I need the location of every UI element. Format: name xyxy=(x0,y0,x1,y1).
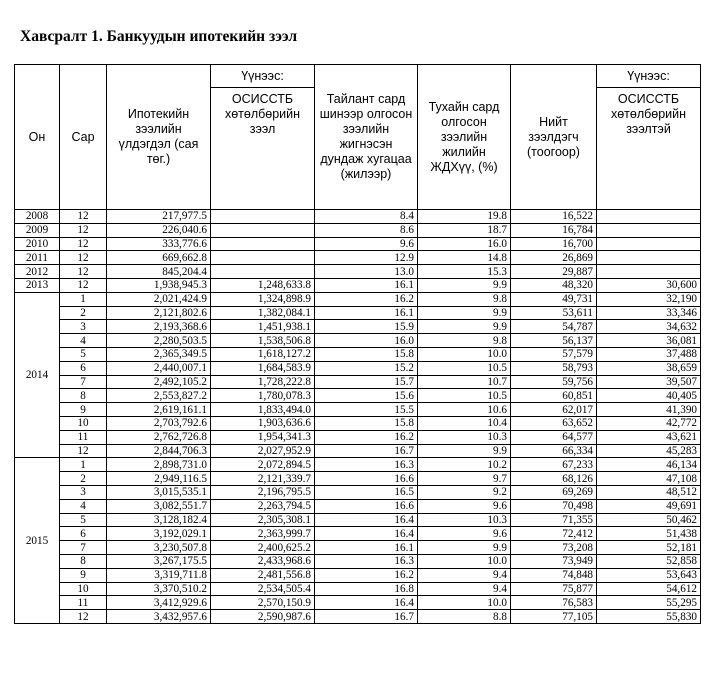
avg-rate-cell: 9.7 xyxy=(418,472,511,486)
borrowers-cell: 54,787 xyxy=(511,320,597,334)
avg-rate-cell: 16.0 xyxy=(418,237,511,251)
program-borrowers-cell: 32,190 xyxy=(597,292,701,306)
avg-rate-cell: 10.0 xyxy=(418,596,511,610)
program-loan-cell xyxy=(211,237,315,251)
avg-term-cell: 16.6 xyxy=(315,499,418,513)
year-cell: 2011 xyxy=(15,251,60,265)
avg-rate-cell: 9.9 xyxy=(418,320,511,334)
borrowers-cell: 59,756 xyxy=(511,375,597,389)
program-borrowers-cell: 39,507 xyxy=(597,375,701,389)
avg-term-cell: 16.1 xyxy=(315,278,418,292)
month-cell: 12 xyxy=(60,278,107,292)
balance-cell: 2,619,161.1 xyxy=(107,403,211,417)
avg-term-cell: 8.6 xyxy=(315,223,418,237)
program-borrowers-cell xyxy=(597,237,701,251)
program-loan-cell: 1,684,583.9 xyxy=(211,361,315,375)
avg-rate-cell: 9.6 xyxy=(418,499,511,513)
balance-cell: 333,776.6 xyxy=(107,237,211,251)
program-borrowers-cell xyxy=(597,251,701,265)
table-row xyxy=(15,554,701,568)
avg-term-cell: 15.8 xyxy=(315,347,418,361)
program-loan-cell: 1,248,633.8 xyxy=(211,278,315,292)
table-row xyxy=(15,223,701,237)
table-header xyxy=(15,65,701,210)
avg-rate-cell: 10.5 xyxy=(418,361,511,375)
program-borrowers-cell: 54,612 xyxy=(597,582,701,596)
balance-cell: 845,204.4 xyxy=(107,265,211,279)
borrowers-cell: 26,869 xyxy=(511,251,597,265)
avg-term-cell: 12.9 xyxy=(315,251,418,265)
borrowers-cell: 48,320 xyxy=(511,278,597,292)
borrowers-cell: 16,784 xyxy=(511,223,597,237)
avg-rate-cell: 9.8 xyxy=(418,334,511,348)
avg-term-cell: 16.2 xyxy=(315,568,418,582)
header-program-loan: ОСИССТБ хөтөлбөрийн зээл xyxy=(211,88,315,210)
borrowers-cell: 72,412 xyxy=(511,527,597,541)
table-body xyxy=(15,210,701,624)
program-borrowers-cell xyxy=(597,223,701,237)
balance-cell: 2,703,792.6 xyxy=(107,416,211,430)
borrowers-cell: 60,851 xyxy=(511,389,597,403)
avg-rate-cell: 19.8 xyxy=(418,210,511,224)
avg-term-cell: 16.6 xyxy=(315,472,418,486)
avg-term-cell: 13.0 xyxy=(315,265,418,279)
borrowers-cell: 69,269 xyxy=(511,485,597,499)
month-cell: 8 xyxy=(60,554,107,568)
program-borrowers-cell: 52,181 xyxy=(597,541,701,555)
program-borrowers-cell: 55,295 xyxy=(597,596,701,610)
table-row xyxy=(15,251,701,265)
avg-rate-cell: 9.9 xyxy=(418,278,511,292)
header-of-which-1: Үүнээс: xyxy=(211,65,315,88)
balance-cell: 3,267,175.5 xyxy=(107,554,211,568)
program-borrowers-cell: 47,108 xyxy=(597,472,701,486)
table-row xyxy=(15,347,701,361)
balance-cell: 2,121,802.6 xyxy=(107,306,211,320)
table-row xyxy=(15,444,701,458)
month-cell: 7 xyxy=(60,541,107,555)
avg-term-cell: 15.9 xyxy=(315,320,418,334)
table-row xyxy=(15,541,701,555)
program-borrowers-cell: 50,462 xyxy=(597,513,701,527)
balance-cell: 2,844,706.3 xyxy=(107,444,211,458)
table-row xyxy=(15,306,701,320)
header-program-borrowers: ОСИССТБ хөтөлбөрийн зээлтэй xyxy=(597,88,701,210)
table-row xyxy=(15,292,701,306)
program-loan-cell: 2,570,150.9 xyxy=(211,596,315,610)
avg-rate-cell: 9.2 xyxy=(418,485,511,499)
table-row xyxy=(15,596,701,610)
balance-cell: 217,977.5 xyxy=(107,210,211,224)
program-loan-cell: 2,196,795.5 xyxy=(211,485,315,499)
borrowers-cell: 56,137 xyxy=(511,334,597,348)
year-cell: 2010 xyxy=(15,237,60,251)
avg-rate-cell: 15.3 xyxy=(418,265,511,279)
program-loan-cell: 2,305,308.1 xyxy=(211,513,315,527)
table-row xyxy=(15,320,701,334)
month-cell: 12 xyxy=(60,210,107,224)
avg-term-cell: 15.2 xyxy=(315,361,418,375)
avg-rate-cell: 10.0 xyxy=(418,554,511,568)
balance-cell: 2,553,827.2 xyxy=(107,389,211,403)
program-borrowers-cell: 37,488 xyxy=(597,347,701,361)
avg-term-cell: 16.3 xyxy=(315,458,418,472)
month-cell: 5 xyxy=(60,347,107,361)
month-cell: 3 xyxy=(60,320,107,334)
avg-term-cell: 16.2 xyxy=(315,430,418,444)
month-cell: 4 xyxy=(60,334,107,348)
program-borrowers-cell: 41,390 xyxy=(597,403,701,417)
borrowers-cell: 67,233 xyxy=(511,458,597,472)
month-cell: 11 xyxy=(60,596,107,610)
borrowers-cell: 76,583 xyxy=(511,596,597,610)
table-row xyxy=(15,403,701,417)
avg-term-cell: 16.7 xyxy=(315,610,418,624)
table-row xyxy=(15,210,701,224)
program-loan-cell xyxy=(211,210,315,224)
table-row xyxy=(15,485,701,499)
borrowers-cell: 29,887 xyxy=(511,265,597,279)
program-loan-cell: 2,400,625.2 xyxy=(211,541,315,555)
balance-cell: 669,662.8 xyxy=(107,251,211,265)
month-cell: 1 xyxy=(60,458,107,472)
borrowers-cell: 63,652 xyxy=(511,416,597,430)
borrowers-cell: 53,611 xyxy=(511,306,597,320)
table-row xyxy=(15,527,701,541)
balance-cell: 2,949,116.5 xyxy=(107,472,211,486)
table-row xyxy=(15,513,701,527)
year-cell: 2009 xyxy=(15,223,60,237)
program-borrowers-cell: 55,830 xyxy=(597,610,701,624)
avg-term-cell: 15.5 xyxy=(315,403,418,417)
program-loan-cell: 1,618,127.2 xyxy=(211,347,315,361)
program-borrowers-cell: 33,346 xyxy=(597,306,701,320)
avg-rate-cell: 10.4 xyxy=(418,416,511,430)
program-loan-cell xyxy=(211,265,315,279)
program-borrowers-cell: 49,691 xyxy=(597,499,701,513)
balance-cell: 2,280,503.5 xyxy=(107,334,211,348)
program-loan-cell: 2,433,968.6 xyxy=(211,554,315,568)
table-row xyxy=(15,472,701,486)
table-row xyxy=(15,265,701,279)
avg-rate-cell: 9.6 xyxy=(418,527,511,541)
month-cell: 12 xyxy=(60,237,107,251)
month-cell: 12 xyxy=(60,610,107,624)
header-year: Он xyxy=(15,65,60,210)
program-borrowers-cell: 34,632 xyxy=(597,320,701,334)
balance-cell: 3,432,957.6 xyxy=(107,610,211,624)
borrowers-cell: 77,105 xyxy=(511,610,597,624)
header-month: Сар xyxy=(60,65,107,210)
avg-rate-cell: 9.9 xyxy=(418,444,511,458)
month-cell: 12 xyxy=(60,223,107,237)
program-loan-cell: 1,451,938.1 xyxy=(211,320,315,334)
table-row xyxy=(15,416,701,430)
avg-rate-cell: 10.6 xyxy=(418,403,511,417)
balance-cell: 2,898,731.0 xyxy=(107,458,211,472)
balance-cell: 226,040.6 xyxy=(107,223,211,237)
program-borrowers-cell: 36,081 xyxy=(597,334,701,348)
year-group-cell: 2014 xyxy=(15,292,60,458)
balance-cell: 2,492,105.2 xyxy=(107,375,211,389)
month-cell: 6 xyxy=(60,361,107,375)
program-loan-cell: 1,538,506.8 xyxy=(211,334,315,348)
month-cell: 10 xyxy=(60,582,107,596)
balance-cell: 3,192,029.1 xyxy=(107,527,211,541)
program-borrowers-cell: 51,438 xyxy=(597,527,701,541)
header-avg-rate: Тухайн сард олгосон зээлийн жилийн ЖДХүү, (%) xyxy=(418,65,511,210)
table-row xyxy=(15,430,701,444)
balance-cell: 2,193,368.6 xyxy=(107,320,211,334)
table-row xyxy=(15,610,701,624)
header-borrowers: Нийт зээлдэгч (тоогоор) xyxy=(511,65,597,210)
table-row xyxy=(15,237,701,251)
program-loan-cell: 1,382,084.1 xyxy=(211,306,315,320)
borrowers-cell: 57,579 xyxy=(511,347,597,361)
month-cell: 12 xyxy=(60,251,107,265)
mortgage-loan-table xyxy=(14,64,701,624)
avg-term-cell: 15.8 xyxy=(315,416,418,430)
avg-rate-cell: 18.7 xyxy=(418,223,511,237)
month-cell: 11 xyxy=(60,430,107,444)
borrowers-cell: 74,848 xyxy=(511,568,597,582)
table-row xyxy=(15,278,701,292)
program-borrowers-cell xyxy=(597,210,701,224)
avg-rate-cell: 9.9 xyxy=(418,306,511,320)
program-borrowers-cell: 45,283 xyxy=(597,444,701,458)
year-cell: 2008 xyxy=(15,210,60,224)
avg-rate-cell: 9.4 xyxy=(418,568,511,582)
avg-term-cell: 16.1 xyxy=(315,541,418,555)
borrowers-cell: 64,577 xyxy=(511,430,597,444)
avg-rate-cell: 10.7 xyxy=(418,375,511,389)
balance-cell: 3,319,711.8 xyxy=(107,568,211,582)
program-borrowers-cell: 52,858 xyxy=(597,554,701,568)
table-row xyxy=(15,375,701,389)
month-cell: 2 xyxy=(60,306,107,320)
balance-cell: 3,082,551.7 xyxy=(107,499,211,513)
balance-cell: 2,365,349.5 xyxy=(107,347,211,361)
month-cell: 1 xyxy=(60,292,107,306)
avg-rate-cell: 10.0 xyxy=(418,347,511,361)
program-loan-cell: 1,833,494.0 xyxy=(211,403,315,417)
month-cell: 6 xyxy=(60,527,107,541)
balance-cell: 3,230,507.8 xyxy=(107,541,211,555)
balance-cell: 3,128,182.4 xyxy=(107,513,211,527)
month-cell: 5 xyxy=(60,513,107,527)
avg-rate-cell: 9.8 xyxy=(418,292,511,306)
avg-term-cell: 16.1 xyxy=(315,306,418,320)
borrowers-cell: 49,731 xyxy=(511,292,597,306)
program-loan-cell: 1,728,222.8 xyxy=(211,375,315,389)
year-group-cell: 2015 xyxy=(15,458,60,624)
program-loan-cell xyxy=(211,251,315,265)
borrowers-cell: 62,017 xyxy=(511,403,597,417)
avg-rate-cell: 8.8 xyxy=(418,610,511,624)
program-loan-cell: 2,534,505.4 xyxy=(211,582,315,596)
program-loan-cell: 1,903,636.6 xyxy=(211,416,315,430)
avg-rate-cell: 10.3 xyxy=(418,513,511,527)
program-loan-cell: 1,954,341.3 xyxy=(211,430,315,444)
program-loan-cell: 1,324,898.9 xyxy=(211,292,315,306)
table-row xyxy=(15,389,701,403)
balance-cell: 3,412,929.6 xyxy=(107,596,211,610)
month-cell: 8 xyxy=(60,389,107,403)
year-cell: 2013 xyxy=(15,278,60,292)
avg-term-cell: 8.4 xyxy=(315,210,418,224)
table-row xyxy=(15,361,701,375)
borrowers-cell: 71,355 xyxy=(511,513,597,527)
table-row xyxy=(15,458,701,472)
avg-rate-cell: 9.9 xyxy=(418,541,511,555)
program-loan-cell: 2,363,999.7 xyxy=(211,527,315,541)
avg-term-cell: 16.2 xyxy=(315,292,418,306)
balance-cell: 1,938,945.3 xyxy=(107,278,211,292)
avg-term-cell: 16.5 xyxy=(315,485,418,499)
month-cell: 9 xyxy=(60,403,107,417)
program-borrowers-cell: 42,772 xyxy=(597,416,701,430)
program-borrowers-cell: 46,134 xyxy=(597,458,701,472)
table-row xyxy=(15,499,701,513)
borrowers-cell: 75,877 xyxy=(511,582,597,596)
table-row xyxy=(15,582,701,596)
borrowers-cell: 58,793 xyxy=(511,361,597,375)
program-borrowers-cell: 48,512 xyxy=(597,485,701,499)
month-cell: 2 xyxy=(60,472,107,486)
document-title: Хавсралт 1. Банкуудын ипотекийн зээл xyxy=(20,28,298,45)
program-borrowers-cell xyxy=(597,265,701,279)
avg-rate-cell: 9.4 xyxy=(418,582,511,596)
program-borrowers-cell: 53,643 xyxy=(597,568,701,582)
avg-term-cell: 16.4 xyxy=(315,527,418,541)
table-row xyxy=(15,568,701,582)
balance-cell: 2,762,726.8 xyxy=(107,430,211,444)
program-borrowers-cell: 30,600 xyxy=(597,278,701,292)
avg-term-cell: 16.3 xyxy=(315,554,418,568)
balance-cell: 3,370,510.2 xyxy=(107,582,211,596)
balance-cell: 2,021,424.9 xyxy=(107,292,211,306)
month-cell: 10 xyxy=(60,416,107,430)
month-cell: 7 xyxy=(60,375,107,389)
borrowers-cell: 16,700 xyxy=(511,237,597,251)
month-cell: 12 xyxy=(60,265,107,279)
balance-cell: 2,440,007.1 xyxy=(107,361,211,375)
avg-term-cell: 15.6 xyxy=(315,389,418,403)
month-cell: 4 xyxy=(60,499,107,513)
program-loan-cell: 2,072,894.5 xyxy=(211,458,315,472)
header-balance: Ипотекийн зээлийн үлдэгдэл (сая төг.) xyxy=(107,65,211,210)
program-loan-cell: 2,027,952.9 xyxy=(211,444,315,458)
borrowers-cell: 73,949 xyxy=(511,554,597,568)
avg-term-cell: 9.6 xyxy=(315,237,418,251)
program-loan-cell xyxy=(211,223,315,237)
avg-term-cell: 16.4 xyxy=(315,513,418,527)
borrowers-cell: 73,208 xyxy=(511,541,597,555)
avg-rate-cell: 10.5 xyxy=(418,389,511,403)
borrowers-cell: 68,126 xyxy=(511,472,597,486)
month-cell: 3 xyxy=(60,485,107,499)
program-loan-cell: 2,481,556.8 xyxy=(211,568,315,582)
borrowers-cell: 70,498 xyxy=(511,499,597,513)
avg-rate-cell: 14.8 xyxy=(418,251,511,265)
avg-rate-cell: 10.3 xyxy=(418,430,511,444)
table-row xyxy=(15,334,701,348)
year-cell: 2012 xyxy=(15,265,60,279)
avg-term-cell: 16.8 xyxy=(315,582,418,596)
program-loan-cell: 1,780,078.3 xyxy=(211,389,315,403)
borrowers-cell: 66,334 xyxy=(511,444,597,458)
avg-term-cell: 16.7 xyxy=(315,444,418,458)
avg-term-cell: 16.0 xyxy=(315,334,418,348)
month-cell: 9 xyxy=(60,568,107,582)
program-loan-cell: 2,590,987.6 xyxy=(211,610,315,624)
avg-term-cell: 16.4 xyxy=(315,596,418,610)
avg-term-cell: 15.7 xyxy=(315,375,418,389)
borrowers-cell: 16,522 xyxy=(511,210,597,224)
month-cell: 12 xyxy=(60,444,107,458)
program-borrowers-cell: 40,405 xyxy=(597,389,701,403)
program-borrowers-cell: 38,659 xyxy=(597,361,701,375)
header-avg-term: Тайлант сард шинээр олгосон зээлийн жигнэсэн дундаж хугацаа (жилээр) xyxy=(315,65,418,210)
program-loan-cell: 2,121,339.7 xyxy=(211,472,315,486)
header-of-which-2: Үүнээс: xyxy=(597,65,701,88)
avg-rate-cell: 10.2 xyxy=(418,458,511,472)
program-borrowers-cell: 43,621 xyxy=(597,430,701,444)
program-loan-cell: 2,263,794.5 xyxy=(211,499,315,513)
balance-cell: 3,015,535.1 xyxy=(107,485,211,499)
